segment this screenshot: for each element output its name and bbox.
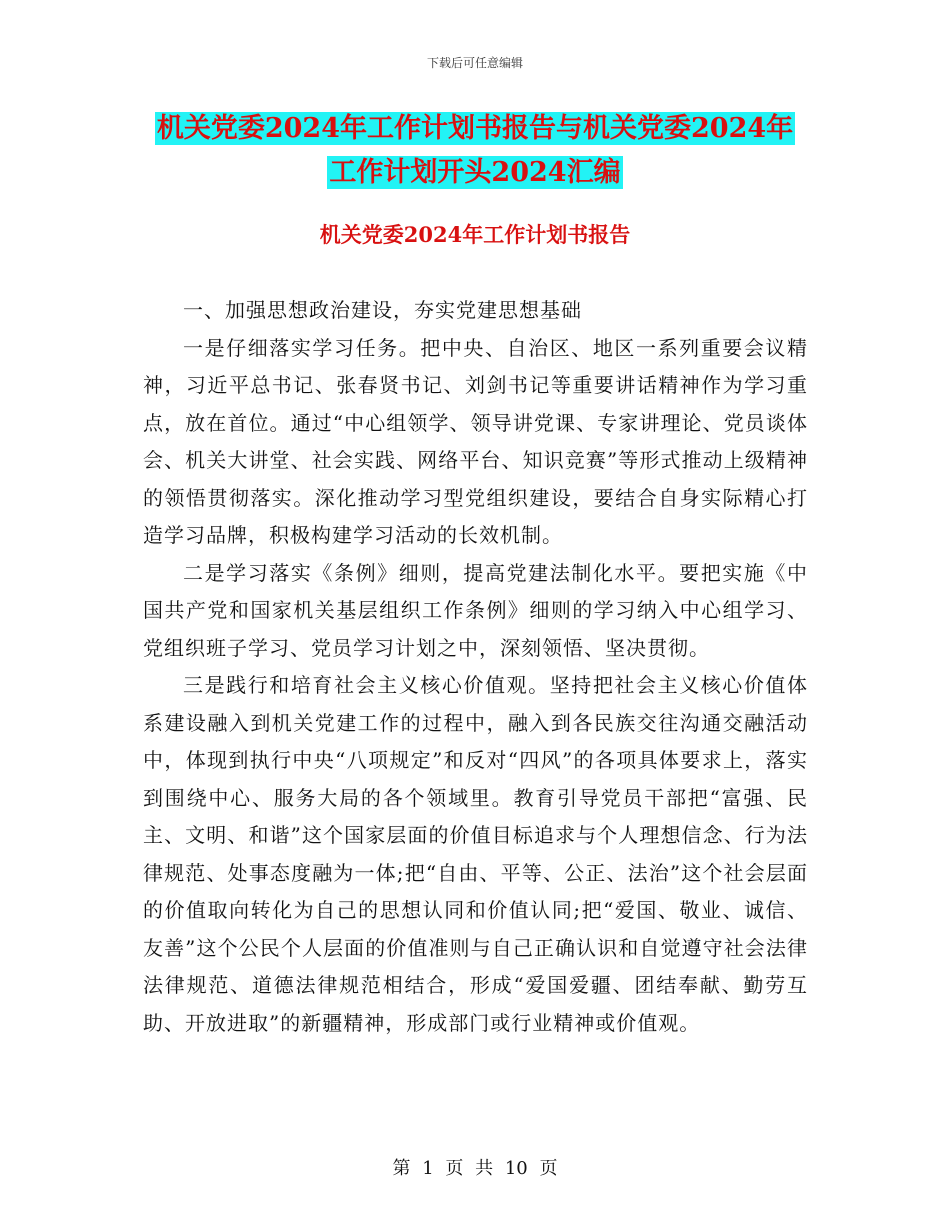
- paragraph-2: 二是学习落实《条例》细则，提高党建法制化水平。要把实施《中国共产党和国家机关基层组织工作条例》细则的学习纳入中心组学习、党组织班子学习、党员学习计划之中，深刻领悟、坚决贯彻。: [143, 560, 808, 660]
- header-note: 下载后可任意编辑: [426, 56, 523, 70]
- section-title: 机关党委2024年工作计划书报告: [319, 222, 631, 247]
- document-body: [143, 292, 808, 1042]
- paragraph-1: 一是仔细落实学习任务。把中央、自治区、地区一系列重要会议精神，习近平总书记、张春贤书记、刘剑书记等重要讲话精神作为学习重点，放在首位。通过“中心组领学、领导讲党课、专家讲理论、党员谈体会、机关大讲堂、社会实践、网络平台、知识竞赛”等形式推动上级精神的领悟贯彻落实。深化推动学习型党组织建设，要结合自身实际精心打造学习品牌，积极构建学习活动的长效机制。: [143, 335, 808, 547]
- document-title-line-2: 工作计划开头2024汇编: [329, 157, 621, 188]
- paragraph-heading: 一、加强思想政治建设，夯实党建思想基础: [183, 298, 582, 322]
- document-title-line-1: 机关党委2024年工作计划书报告与机关党委2024年: [156, 113, 794, 144]
- document-title: [0, 107, 950, 195]
- paragraph-3: 三是践行和培育社会主义核心价值观。坚持把社会主义核心价值体系建设融入到机关党建工作的过程中，融入到各民族交往沟通交融活动中，体现到执行中央“八项规定”和反对“四风”的各项具体要求上，落实到围绕中心、服务大局的各个领域里。教育引导党员干部把“富强、民主、文明、和谐”这个国家层面的价值目标追求与个人理想信念、行为法律规范、处事态度融为一体;把“自由、平等、公正、法治”这个社会层面的价值取向转化为自己的思想认同和价值认同;把“爱国、敬业、诚信、友善”这个公民个人层面的价值准则与自己正确认识和自觉遵守社会法律法律规范、道德法律规范相结合，形成“爱国爱疆、团结奉献、勤劳互助、开放进取”的新疆精神，形成部门或行业精神或价值观。: [143, 673, 808, 1035]
- page-number: 第 1 页 共 10 页: [392, 1158, 558, 1179]
